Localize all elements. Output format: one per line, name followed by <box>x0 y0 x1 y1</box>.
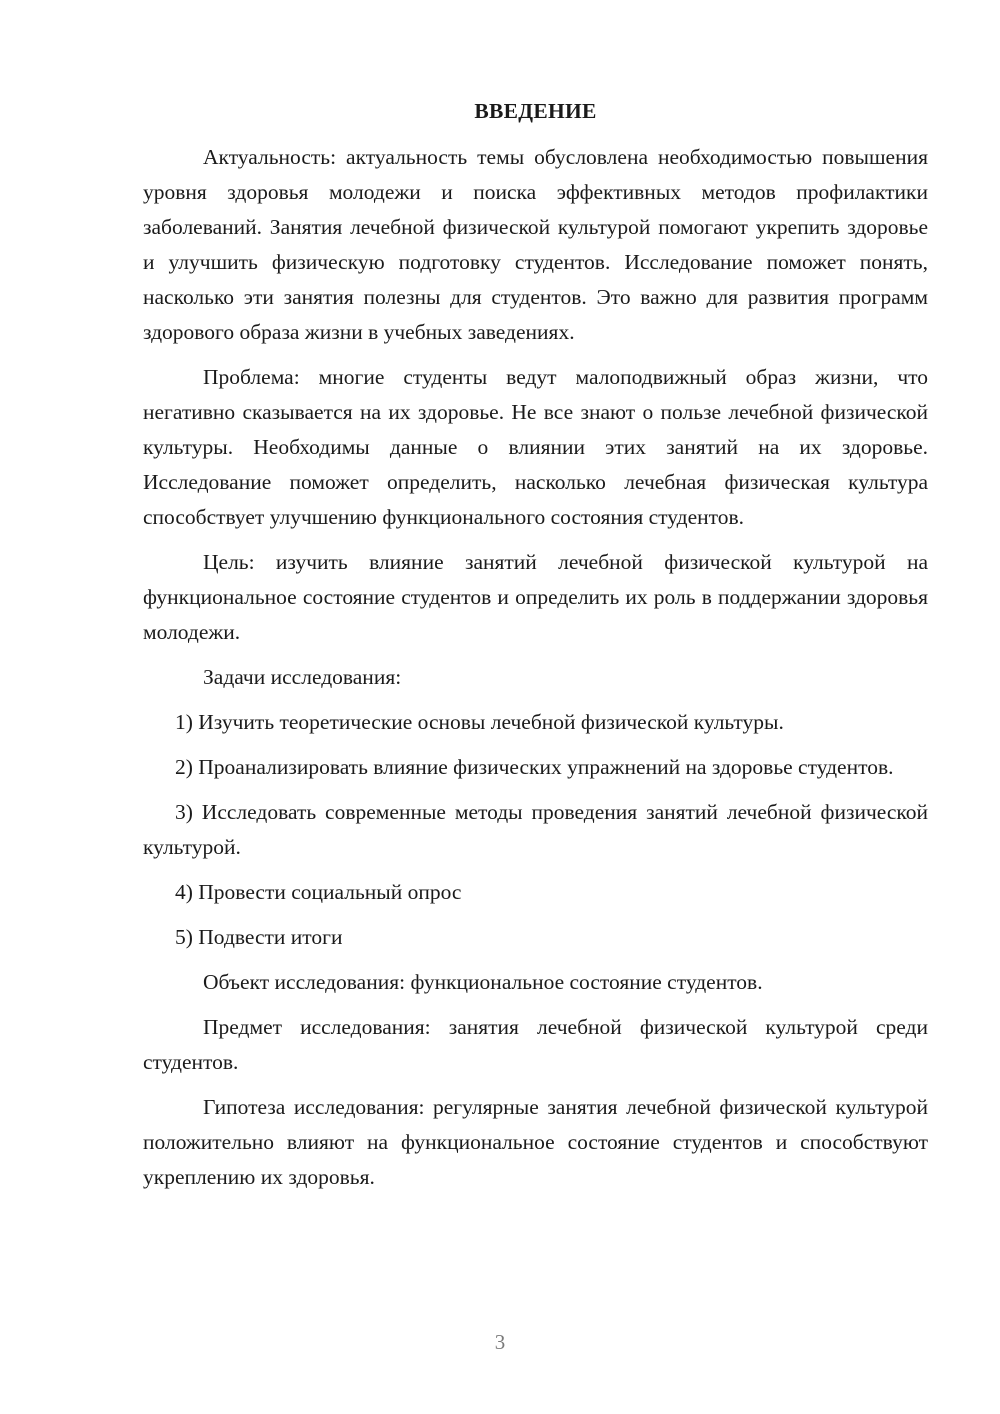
page-number: 3 <box>494 1330 506 1354</box>
paragraph-relevance: Актуальность: актуальность темы обусловлена необходимостью повышения уровня здоровья молодежи и поиска эффективных методов профилактики заболеваний. Занятия лечебной физической культурой помогают укрепить здоровье и улучшить физическую подготовку студентов. Исследование поможет понять, насколько эти занятия полезны для студентов. Это важно для развития программ здорового образа жизни в учебных заведениях. <box>143 145 928 344</box>
section-title: ВВЕДЕНИЕ <box>474 99 597 123</box>
tasks-heading: Задачи исследования: <box>203 665 402 689</box>
document-page <box>143 94 928 1205</box>
paragraph-goal: Цель: изучить влияние занятий лечебной физической культурой на функциональное состояние студентов и определить их роль в поддержании здоровья молодежи. <box>143 550 928 644</box>
paragraph-problem: Проблема: многие студенты ведут малоподвижный образ жизни, что негативно сказывается на их здоровье. Не все знают о пользе лечебной физической культуры. Необходимы данные о влиянии этих занятий на их здоровье. Исследование поможет определить, насколько лечебная физическая культура способствует улучшению функционального состояния студентов. <box>143 365 928 529</box>
paragraph-subject: Предмет исследования: занятия лечебной физической культурой среди студентов. <box>143 1015 928 1074</box>
paragraph-hypothesis: Гипотеза исследования: регулярные занятия лечебной физической культурой положительно влияют на функциональное состояние студентов и способствуют укреплению их здоровья. <box>143 1095 928 1189</box>
tasks-list <box>143 705 928 955</box>
list-item: 4) Провести социальный опрос <box>175 880 462 904</box>
list-item: 5) Подвести итоги <box>175 925 343 949</box>
list-item: 2) Проанализировать влияние физических упражнений на здоровье студентов. <box>175 755 894 779</box>
paragraph-object: Объект исследования: функциональное состояние студентов. <box>203 970 763 994</box>
list-item: 3) Исследовать современные методы проведения занятий лечебной физической культурой. <box>143 800 928 859</box>
list-item: 1) Изучить теоретические основы лечебной физической культуры. <box>175 710 784 734</box>
